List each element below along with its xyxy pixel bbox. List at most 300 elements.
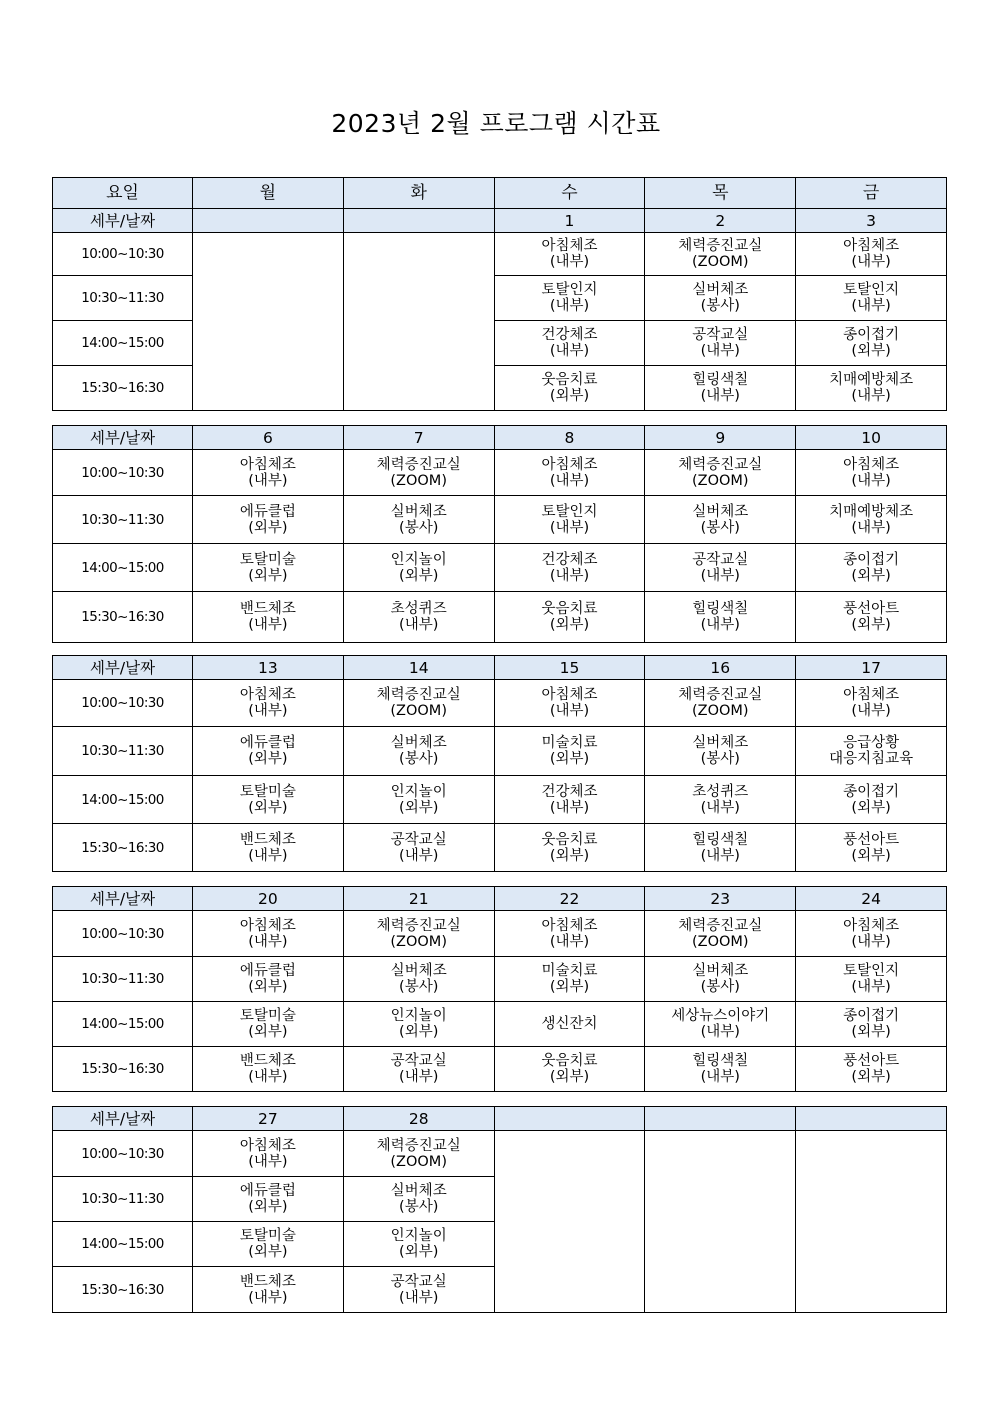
- program-text: 체력증진교실: [376, 917, 461, 934]
- program-text: 체력증진교실: [678, 687, 763, 703]
- program-cell: [796, 544, 947, 592]
- program-text: 응급상황: [843, 735, 900, 751]
- program-text: (봉사): [399, 519, 439, 536]
- program-text: (내부): [851, 933, 891, 950]
- program-cell: [494, 776, 645, 824]
- program-cell: [343, 496, 494, 544]
- program-cell: [645, 680, 796, 727]
- program-text: 토탈미술: [239, 1008, 296, 1024]
- program-cell: [796, 824, 947, 872]
- time-slot: 14:00~15:00: [53, 321, 193, 366]
- program-cell: [796, 450, 947, 496]
- program-text: (내부): [851, 703, 891, 719]
- program-cell: [796, 776, 947, 824]
- program-text: (외부): [399, 1244, 439, 1260]
- program-text: 치매예방체조: [829, 503, 914, 520]
- program-text: 실버체조: [390, 963, 447, 979]
- time-slot: 10:30~11:30: [53, 1177, 193, 1222]
- program-text: 인지놀이: [390, 1228, 447, 1244]
- program-text: 초성퀴즈: [692, 783, 749, 800]
- program-text: 실버체조: [390, 1183, 447, 1199]
- program-cell: [796, 321, 947, 366]
- program-text: (외부): [851, 1024, 891, 1040]
- program-text: (ZOOM): [390, 472, 447, 489]
- program-text: 공작교실: [390, 1273, 447, 1290]
- program-text: 아침체조: [239, 456, 296, 473]
- program-cell: [645, 1002, 796, 1047]
- program-text: (ZOOM): [691, 254, 749, 270]
- program-cell: [193, 496, 344, 544]
- program-cell: [645, 727, 796, 776]
- date-cell: 3: [796, 209, 947, 233]
- date-cell: [494, 1107, 645, 1131]
- time-slot: 10:30~11:30: [53, 496, 193, 544]
- program-text: 공작교실: [390, 1053, 447, 1069]
- program-cell: [193, 1131, 344, 1177]
- time-slot: 15:30~16:30: [53, 592, 193, 643]
- program-text: (내부): [549, 472, 590, 489]
- program-text: (외부): [851, 847, 891, 864]
- program-text: 아침체조: [541, 917, 598, 934]
- program-text: 체력증진교실: [376, 687, 461, 703]
- program-text: (내부): [851, 472, 891, 489]
- program-cell: [193, 1222, 344, 1267]
- program-text: 실버체조: [692, 503, 749, 520]
- empty-cell: [494, 1131, 645, 1313]
- program-text: (내부): [851, 519, 891, 536]
- program-cell: [494, 680, 645, 727]
- program-text: (내부): [851, 298, 891, 314]
- program-cell: [645, 496, 796, 544]
- time-slot: 10:00~10:30: [53, 680, 193, 727]
- program-text: 대응지침교육: [829, 751, 914, 767]
- program-cell: [343, 1222, 494, 1267]
- program-cell: [796, 911, 947, 957]
- program-text: (내부): [549, 519, 590, 536]
- program-text: 종이접기: [843, 551, 900, 568]
- program-cell: [645, 824, 796, 872]
- program-text: 아침체조: [541, 687, 598, 703]
- date-cell: 9: [645, 426, 796, 450]
- program-text: (외부): [851, 567, 891, 584]
- program-text: (내부): [851, 388, 891, 404]
- program-text: (내부): [549, 343, 590, 359]
- time-slot: 10:00~10:30: [53, 911, 193, 957]
- program-text: (내부): [399, 617, 439, 633]
- program-cell: [796, 366, 947, 411]
- day-header-tue: 화: [343, 178, 494, 209]
- program-text: (ZOOM): [390, 933, 447, 950]
- program-text: 아침체조: [843, 687, 900, 703]
- program-cell: [796, 592, 947, 643]
- date-cell: 22: [494, 887, 645, 911]
- program-cell: [494, 592, 645, 643]
- date-cell: 16: [645, 656, 796, 680]
- program-text: (외부): [851, 1069, 891, 1085]
- program-cell: [645, 233, 796, 276]
- program-cell: [494, 911, 645, 957]
- program-cell: [494, 1047, 645, 1092]
- program-text: (내부): [248, 1289, 288, 1306]
- program-text: (외부): [549, 1069, 590, 1085]
- program-text: (내부): [700, 567, 740, 584]
- program-text: 에듀클럽: [239, 735, 296, 751]
- program-text: 인지놀이: [390, 1008, 447, 1024]
- time-slot: 10:30~11:30: [53, 276, 193, 321]
- time-slot: 15:30~16:30: [53, 366, 193, 411]
- program-cell: [494, 233, 645, 276]
- date-cell: 13: [193, 656, 344, 680]
- program-text: (내부): [549, 254, 590, 270]
- program-text: 토탈인지: [541, 282, 598, 298]
- program-cell: [193, 727, 344, 776]
- program-text: (외부): [399, 567, 439, 584]
- program-text: 웃음치료: [541, 601, 598, 617]
- program-cell: [796, 496, 947, 544]
- program-text: (내부): [399, 1069, 439, 1085]
- program-text: (외부): [248, 567, 288, 584]
- program-cell: [193, 911, 344, 957]
- program-cell: [193, 957, 344, 1002]
- program-text: 건강체조: [541, 551, 598, 568]
- program-text: (내부): [700, 617, 740, 633]
- program-cell: [494, 276, 645, 321]
- program-text: (내부): [851, 254, 891, 270]
- time-slot: 14:00~15:00: [53, 776, 193, 824]
- program-text: 공작교실: [692, 551, 749, 568]
- time-slot: 14:00~15:00: [53, 544, 193, 592]
- program-text: (내부): [549, 567, 590, 584]
- program-cell: [343, 680, 494, 727]
- date-cell: [796, 1107, 947, 1131]
- program-text: 실버체조: [390, 503, 447, 520]
- row-label: 세부/날짜: [53, 1107, 193, 1131]
- program-text: (ZOOM): [390, 1153, 447, 1170]
- program-text: 치매예방체조: [829, 372, 914, 388]
- program-text: 에듀클럽: [239, 963, 296, 979]
- program-cell: [343, 824, 494, 872]
- program-text: 아침체조: [239, 687, 296, 703]
- program-text: 아침체조: [541, 456, 598, 473]
- program-cell: [796, 680, 947, 727]
- program-text: 힐링색칠: [692, 372, 749, 388]
- program-cell: [494, 727, 645, 776]
- program-text: (내부): [399, 847, 439, 864]
- program-text: 실버체조: [692, 963, 749, 979]
- program-cell: [796, 233, 947, 276]
- time-slot: 15:30~16:30: [53, 1267, 193, 1313]
- program-cell: [494, 321, 645, 366]
- program-text: 인지놀이: [390, 783, 447, 800]
- time-slot: 10:30~11:30: [53, 727, 193, 776]
- program-text: 풍선아트: [843, 1053, 900, 1069]
- program-text: 아침체조: [843, 456, 900, 473]
- time-slot: 15:30~16:30: [53, 1047, 193, 1092]
- program-cell: [645, 592, 796, 643]
- week-block: [52, 1106, 947, 1313]
- program-text: (내부): [700, 1069, 740, 1085]
- row-label: 세부/날짜: [53, 656, 193, 680]
- program-text: 웃음치료: [541, 1053, 598, 1069]
- program-text: 체력증진교실: [678, 238, 763, 254]
- time-slot: 10:30~11:30: [53, 957, 193, 1002]
- date-cell: 24: [796, 887, 947, 911]
- program-text: (봉사): [700, 751, 740, 767]
- date-cell: [343, 209, 494, 233]
- program-text: (내부): [248, 847, 288, 864]
- program-text: 힐링색칠: [692, 1053, 749, 1069]
- program-text: 아침체조: [843, 238, 900, 254]
- program-text: 에듀클럽: [239, 503, 296, 520]
- program-cell: [494, 366, 645, 411]
- program-cell: [193, 1047, 344, 1092]
- program-text: 공작교실: [692, 327, 749, 343]
- program-text: (봉사): [399, 751, 439, 767]
- day-header-mon: 월: [193, 178, 344, 209]
- program-text: 아침체조: [843, 917, 900, 934]
- program-cell: [494, 1002, 645, 1047]
- empty-cell: [645, 1131, 796, 1313]
- program-text: 밴드체조: [239, 601, 296, 617]
- time-slot: 15:30~16:30: [53, 824, 193, 872]
- day-header-wed: 수: [494, 178, 645, 209]
- day-header-label: 요일: [53, 178, 193, 209]
- empty-cell: [193, 233, 344, 411]
- program-text: (내부): [700, 847, 740, 864]
- program-cell: [645, 911, 796, 957]
- program-text: 토탈미술: [239, 1228, 296, 1244]
- program-text: (내부): [248, 472, 288, 489]
- date-cell: 28: [343, 1107, 494, 1131]
- program-cell: [193, 824, 344, 872]
- date-cell: 21: [343, 887, 494, 911]
- date-cell: 6: [193, 426, 344, 450]
- program-text: 토탈인지: [843, 282, 900, 298]
- program-text: (외부): [549, 388, 590, 404]
- program-cell: [343, 776, 494, 824]
- program-cell: [645, 544, 796, 592]
- date-cell: [645, 1107, 796, 1131]
- program-text: 체력증진교실: [678, 456, 763, 473]
- program-cell: [645, 321, 796, 366]
- program-text: (외부): [248, 751, 288, 767]
- program-text: (봉사): [700, 979, 740, 995]
- date-cell: 10: [796, 426, 947, 450]
- program-text: (봉사): [700, 519, 740, 536]
- program-text: 인지놀이: [390, 551, 447, 568]
- program-text: (외부): [248, 799, 288, 816]
- date-cell: 14: [343, 656, 494, 680]
- week-block: [52, 886, 947, 1092]
- program-text: 힐링색칠: [692, 831, 749, 848]
- program-text: 건강체조: [541, 783, 598, 800]
- program-cell: [193, 1177, 344, 1222]
- date-cell: 8: [494, 426, 645, 450]
- program-text: (내부): [248, 617, 288, 633]
- program-text: 미술치료: [541, 963, 598, 979]
- time-slot: 14:00~15:00: [53, 1222, 193, 1267]
- program-text: (ZOOM): [691, 933, 749, 950]
- program-text: (ZOOM): [390, 703, 447, 719]
- empty-cell: [796, 1131, 947, 1313]
- date-cell: 1: [494, 209, 645, 233]
- program-text: (외부): [851, 799, 891, 816]
- program-text: (외부): [549, 979, 590, 995]
- program-text: 실버체조: [692, 735, 749, 751]
- program-cell: [193, 1267, 344, 1313]
- program-text: 체력증진교실: [678, 917, 763, 934]
- program-cell: [494, 450, 645, 496]
- program-text: 아침체조: [541, 238, 598, 254]
- time-slot: 10:00~10:30: [53, 450, 193, 496]
- program-cell: [645, 450, 796, 496]
- program-cell: [494, 824, 645, 872]
- program-text: 건강체조: [541, 327, 598, 343]
- program-text: (외부): [549, 751, 590, 767]
- program-text: 토탈미술: [239, 783, 296, 800]
- program-text: 종이접기: [843, 783, 900, 800]
- date-cell: 17: [796, 656, 947, 680]
- row-label: 세부/날짜: [53, 887, 193, 911]
- program-text: (외부): [549, 847, 590, 864]
- program-text: 실버체조: [390, 735, 447, 751]
- program-cell: [645, 776, 796, 824]
- program-text: (외부): [851, 617, 891, 633]
- program-text: 초성퀴즈: [390, 601, 447, 617]
- program-text: (내부): [248, 1153, 288, 1170]
- date-cell: 27: [193, 1107, 344, 1131]
- program-text: (내부): [549, 298, 590, 314]
- time-slot: 10:00~10:30: [53, 233, 193, 276]
- program-text: (외부): [399, 1024, 439, 1040]
- program-text: 아침체조: [239, 1137, 296, 1154]
- schedule-grid: [52, 177, 946, 1313]
- program-text: (내부): [549, 703, 590, 719]
- row-label: 세부/날짜: [53, 426, 193, 450]
- program-cell: [343, 1047, 494, 1092]
- program-text: (외부): [248, 1244, 288, 1260]
- program-text: (내부): [700, 799, 740, 816]
- week-block: [52, 425, 947, 643]
- program-text: (내부): [700, 343, 740, 359]
- program-text: (내부): [549, 933, 590, 950]
- program-text: (외부): [248, 1199, 288, 1215]
- day-header-row: [52, 177, 947, 209]
- program-text: (내부): [248, 1069, 288, 1085]
- program-text: 에듀클럽: [239, 1183, 296, 1199]
- program-text: 실버체조: [692, 282, 749, 298]
- program-text: (외부): [549, 617, 590, 633]
- program-text: (외부): [851, 343, 891, 359]
- program-cell: [796, 727, 947, 776]
- program-cell: [645, 276, 796, 321]
- program-cell: [343, 544, 494, 592]
- program-cell: [494, 957, 645, 1002]
- program-text: 밴드체조: [239, 1273, 296, 1290]
- program-text: 토탈인지: [843, 963, 900, 979]
- program-text: 세상뉴스이야기: [671, 1008, 770, 1024]
- program-text: 공작교실: [390, 831, 447, 848]
- program-cell: [343, 450, 494, 496]
- program-text: (외부): [248, 979, 288, 995]
- date-cell: 20: [193, 887, 344, 911]
- program-cell: [343, 592, 494, 643]
- date-cell: 15: [494, 656, 645, 680]
- program-text: (내부): [248, 703, 288, 719]
- program-text: (내부): [549, 799, 590, 816]
- program-cell: [193, 544, 344, 592]
- program-text: (내부): [851, 979, 891, 995]
- program-cell: [343, 727, 494, 776]
- program-text: (외부): [248, 1024, 288, 1040]
- week-block: [52, 655, 947, 872]
- program-text: 웃음치료: [541, 372, 598, 388]
- row-label: 세부/날짜: [53, 209, 193, 233]
- program-cell: [343, 1267, 494, 1313]
- program-text: 풍선아트: [843, 831, 900, 848]
- program-cell: [343, 1131, 494, 1177]
- program-cell: [343, 957, 494, 1002]
- program-cell: [645, 366, 796, 411]
- program-cell: [645, 1047, 796, 1092]
- program-text: (ZOOM): [691, 703, 749, 719]
- date-cell: 7: [343, 426, 494, 450]
- program-text: (내부): [399, 1289, 439, 1306]
- program-text: 풍선아트: [843, 601, 900, 617]
- program-cell: [343, 911, 494, 957]
- time-slot: 10:00~10:30: [53, 1131, 193, 1177]
- program-text: (외부): [399, 799, 439, 816]
- program-text: 토탈미술: [239, 551, 296, 568]
- program-cell: [494, 544, 645, 592]
- program-text: (봉사): [399, 979, 439, 995]
- program-cell: [343, 1177, 494, 1222]
- program-cell: [796, 957, 947, 1002]
- week-block: [52, 208, 947, 411]
- program-text: (내부): [700, 388, 740, 404]
- program-text: 토탈인지: [541, 503, 598, 520]
- program-text: 생신잔치: [541, 1016, 598, 1032]
- program-text: (외부): [248, 519, 288, 536]
- program-cell: [796, 1047, 947, 1092]
- program-text: 밴드체조: [239, 831, 296, 848]
- time-slot: 14:00~15:00: [53, 1002, 193, 1047]
- date-cell: 23: [645, 887, 796, 911]
- program-text: (내부): [700, 1024, 740, 1040]
- program-cell: [494, 496, 645, 544]
- program-text: (봉사): [399, 1199, 439, 1215]
- day-header-thu: 목: [645, 178, 796, 209]
- program-text: (봉사): [700, 298, 740, 314]
- program-cell: [193, 450, 344, 496]
- page-title: 2023년 2월 프로그램 시간표: [331, 109, 661, 138]
- program-text: 미술치료: [541, 735, 598, 751]
- program-cell: [645, 957, 796, 1002]
- program-cell: [343, 1002, 494, 1047]
- date-cell: [193, 209, 344, 233]
- program-text: (ZOOM): [691, 472, 749, 489]
- program-text: 밴드체조: [239, 1053, 296, 1069]
- program-cell: [796, 1002, 947, 1047]
- program-cell: [193, 776, 344, 824]
- program-text: 아침체조: [239, 917, 296, 934]
- program-text: 힐링색칠: [692, 601, 749, 617]
- program-text: 체력증진교실: [376, 456, 461, 473]
- date-cell: 2: [645, 209, 796, 233]
- program-cell: [193, 680, 344, 727]
- program-text: 종이접기: [843, 327, 900, 343]
- program-cell: [796, 276, 947, 321]
